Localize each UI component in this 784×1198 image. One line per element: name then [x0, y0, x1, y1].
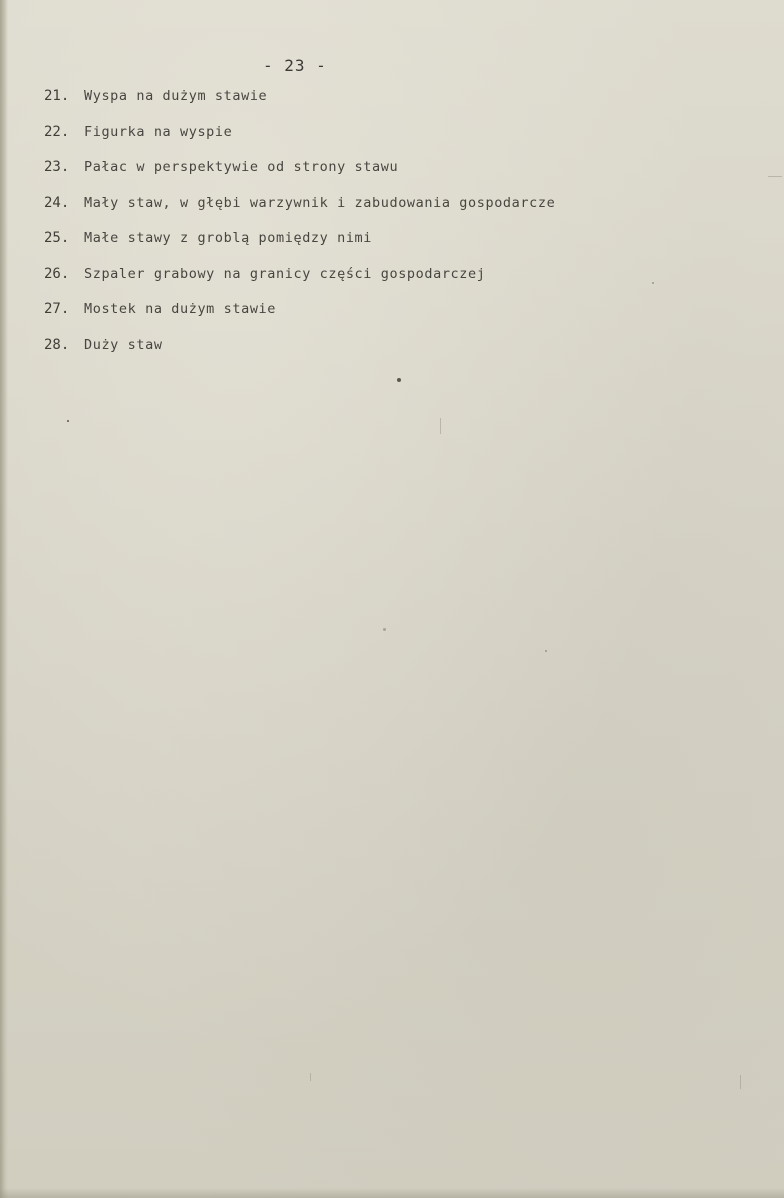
paper-scratch — [740, 1075, 741, 1089]
paper-speck — [67, 420, 69, 422]
photo-caption-list — [44, 88, 555, 372]
list-item — [44, 195, 555, 231]
list-item — [44, 301, 555, 337]
paper-speck — [397, 378, 401, 382]
item-text: Szpaler grabowy na granicy części gospodarczej — [84, 265, 486, 282]
paper-scratch — [310, 1073, 311, 1081]
paper-speck — [652, 282, 654, 284]
paper-speck — [545, 650, 547, 652]
item-number: 23. — [44, 159, 70, 175]
list-item — [44, 230, 555, 266]
item-number: 25. — [44, 230, 70, 246]
item-text: Małe stawy z groblą pomiędzy nimi — [84, 230, 373, 246]
paper-scratch — [440, 418, 441, 434]
list-item — [44, 159, 555, 195]
list-item — [44, 266, 555, 302]
page-binding-edge — [0, 0, 8, 1198]
page-bottom-shadow — [0, 1188, 784, 1198]
item-text: Wyspa na dużym stawie — [84, 88, 268, 104]
item-number: 27. — [44, 301, 70, 317]
item-number: 28. — [44, 336, 70, 353]
list-item — [44, 88, 555, 124]
item-number: 21. — [44, 88, 70, 104]
list-item — [44, 124, 555, 160]
item-number: 22. — [44, 123, 70, 140]
paper-speck — [383, 628, 386, 631]
item-text: Figurka na wyspie — [84, 123, 233, 140]
item-text: Mały staw, w głębi warzywnik i zabudowania gospodarcze — [84, 194, 556, 211]
page-number: - 23 - — [263, 56, 327, 75]
item-text: Duży staw — [84, 336, 163, 353]
paper-scratch — [768, 176, 782, 177]
list-item — [44, 337, 555, 373]
item-number: 26. — [44, 265, 70, 282]
item-text: Mostek na dużym stawie — [84, 301, 277, 317]
item-text: Pałac w perspektywie od strony stawu — [84, 159, 399, 175]
item-number: 24. — [44, 194, 70, 211]
